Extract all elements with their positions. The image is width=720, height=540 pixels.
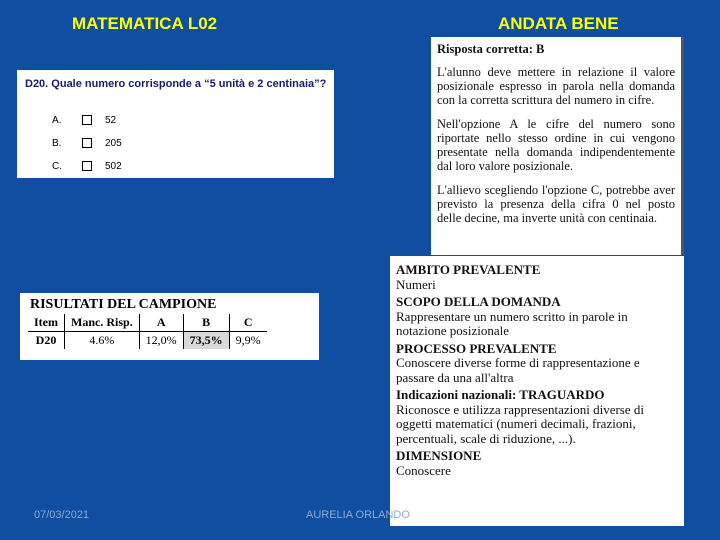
option-letter: A.: [52, 115, 62, 126]
table-header: A: [139, 314, 183, 332]
table-header-row: [28, 314, 267, 332]
table-header: C: [229, 314, 267, 332]
section-text: Riconosce e utilizza rappresentazioni diverse di oggetti matematici (numeri decimali, frazioni, percentuali, scale di riduzione, ...).: [396, 401, 644, 446]
table-cell: 12,0%: [139, 332, 183, 350]
table-header: Manc. Risp.: [65, 314, 140, 332]
section-text: Conoscere diverse forme di rappresentazione e passare da una all'altra: [396, 355, 640, 385]
answer-panel: [431, 37, 684, 255]
option-letter: B.: [52, 138, 62, 149]
section-heading: SCOPO DELLA DOMANDA: [396, 294, 561, 309]
section-heading: AMBITO PREVALENTE: [396, 262, 541, 277]
option-value: 52: [105, 115, 117, 126]
table-header: Item: [28, 314, 65, 332]
footer-date: 07/03/2021: [34, 509, 90, 521]
table-cell-highlight: 73,5%: [183, 332, 229, 350]
section-heading: Indicazioni nazionali: TRAGUARDO: [396, 387, 605, 402]
answer-paragraph: Nell'opzione A le cifre del numero sono riportate nello stesso ordine in cui vengono presentate nella domanda indipendentemente dal loro valore posizionale.: [437, 117, 675, 173]
section-heading: PROCESSO PREVALENTE: [396, 340, 557, 356]
question-text: D20. Quale numero corrisponde a “5 unità e 2 centinaia”?: [25, 78, 327, 90]
answer-paragraph: L'alunno deve mettere in relazione il valore posizionale espresso in parola nella domanda con la corretta scrittura del numero in cifre.: [437, 65, 675, 107]
table-header: B: [183, 314, 229, 332]
section-text: Rappresentare un numero scritto in parole in notazione posizionale: [396, 308, 628, 338]
answer-paragraph: L'allievo scegliendo l'opzione C, potrebbe aver previsto la presenza della cifra 0 nel posto delle decine, ma inverte unità con centinaia.: [437, 183, 675, 225]
checkbox-icon[interactable]: [82, 161, 92, 171]
info-panel: [390, 256, 684, 526]
slide-title-right: ANDATA BENE: [498, 14, 619, 33]
slide-title-left: MATEMATICA L02: [72, 14, 218, 33]
table-cell: 4.6%: [65, 332, 140, 350]
table-row: [28, 332, 267, 350]
checkbox-icon[interactable]: [82, 138, 92, 148]
results-panel: [20, 293, 319, 360]
table-cell: 9,9%: [235, 333, 261, 347]
section-heading: DIMENSIONE: [396, 448, 482, 463]
option-value: 205: [105, 138, 122, 149]
question-panel: [17, 70, 334, 178]
checkbox-icon[interactable]: [82, 115, 92, 125]
results-title: RISULTATI DEL CAMPIONE: [30, 297, 217, 312]
results-table: [28, 314, 267, 349]
section-text: Numeri: [396, 276, 436, 292]
section-text: Conoscere: [396, 462, 451, 478]
option-value: 502: [105, 161, 122, 172]
table-cell: D20: [28, 332, 65, 350]
footer-author: AURELIA ORLANDO: [306, 509, 410, 521]
correct-answer-heading: Risposta corretta: B: [437, 42, 545, 56]
option-letter: C.: [52, 161, 62, 172]
